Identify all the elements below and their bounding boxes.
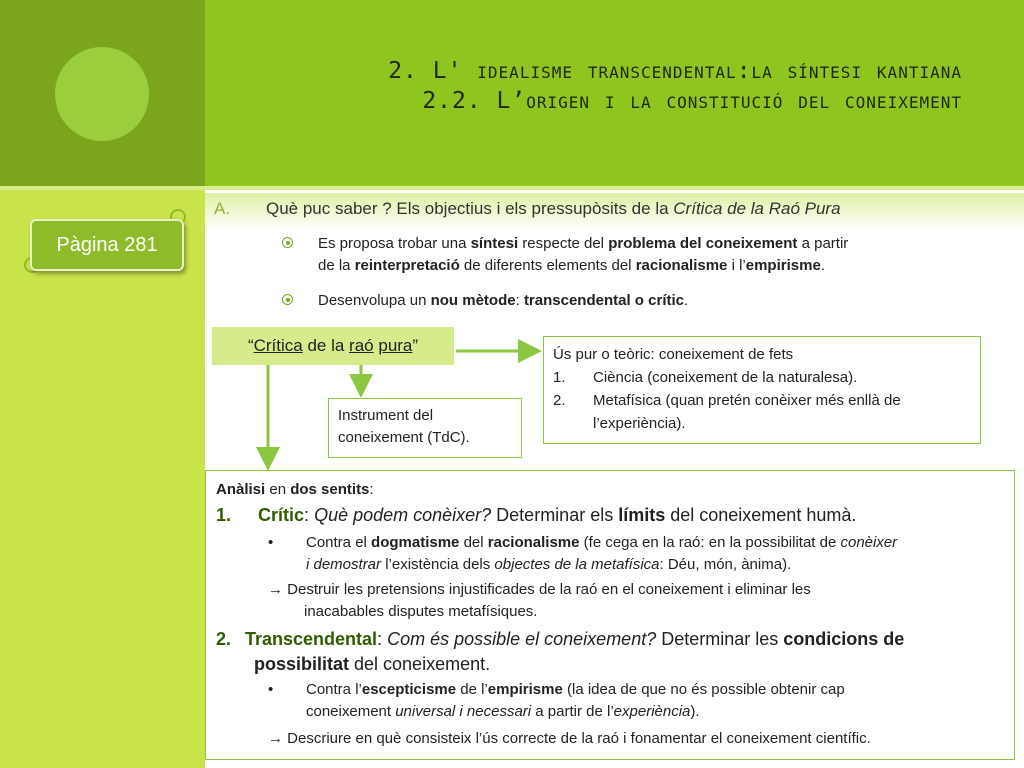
us-item: 2. Metafísica (quan pretén conèixer més enllà de l’experiència). — [553, 392, 901, 432]
analysis-point-2: 2. Transcendental: Com és possible el coneixement? Determinar les condicions de possibilitat del coneixement. — [216, 629, 905, 674]
section-letter: A. — [214, 199, 231, 218]
bullet-text: Es proposa trobar una síntesi respecte del problema del coneixement a partir de la reinterpretació de diferents elements del racionalisme i l’empirisme. — [318, 235, 849, 274]
critica-box: “Crítica de la raó pura” — [212, 327, 454, 365]
bullet-text: Desenvolupa un nou mètode: transcendental o crític. — [318, 292, 689, 309]
analysis-conclusion: → Descriure en què consisteix l’ús correcte de la raó i fonamentar el coneixement científic. — [268, 730, 871, 747]
us-box — [543, 336, 981, 444]
page-badge-label: Pàgina 281 — [30, 219, 184, 271]
analysis-box — [205, 470, 1015, 760]
analysis-point-1: 1. Crític: Què podem conèixer? Determinar els límits del coneixement humà. — [216, 505, 857, 525]
analysis-subpoint: • Contra el dogmatisme del racionalisme (fe cega en la raó: en la possibilitat de conèixer i demostrar l’existència dels objectes de la metafísica: Déu, món, ànima). — [268, 534, 898, 573]
instrument-line: coneixement (TdC). — [338, 429, 470, 446]
us-line: Ús pur o teòric: coneixement de fets — [553, 346, 794, 363]
section-text: Què puc saber ? Els objectius i els pressupòsits de la — [266, 199, 674, 218]
analysis-heading: Anàlisi en dos sentits: — [216, 481, 374, 498]
us-item: 1. Ciència (coneixement de la naturalesa). — [553, 369, 858, 386]
title-line-1: 2. L' idealisme transcendental:la síntesi kantiana — [388, 58, 962, 84]
instrument-box — [328, 398, 522, 458]
analysis-subpoint: • Contra l’escepticisme de l’empirisme (la idea de que no és possible obtenir cap coneixement universal i necessari a partir de l’experiència). — [268, 681, 845, 720]
instrument-line: Instrument del — [338, 407, 434, 424]
title-line-2: 2.2. L’origen i la constitució del coneixement — [422, 88, 962, 114]
analysis-conclusion: → Destruir les pretensions injustificades de la raó en el coneixement i eliminar les inacabables disputes metafísiques. — [268, 581, 811, 620]
section-text-italic: Crítica de la Raó Pura — [673, 199, 841, 218]
